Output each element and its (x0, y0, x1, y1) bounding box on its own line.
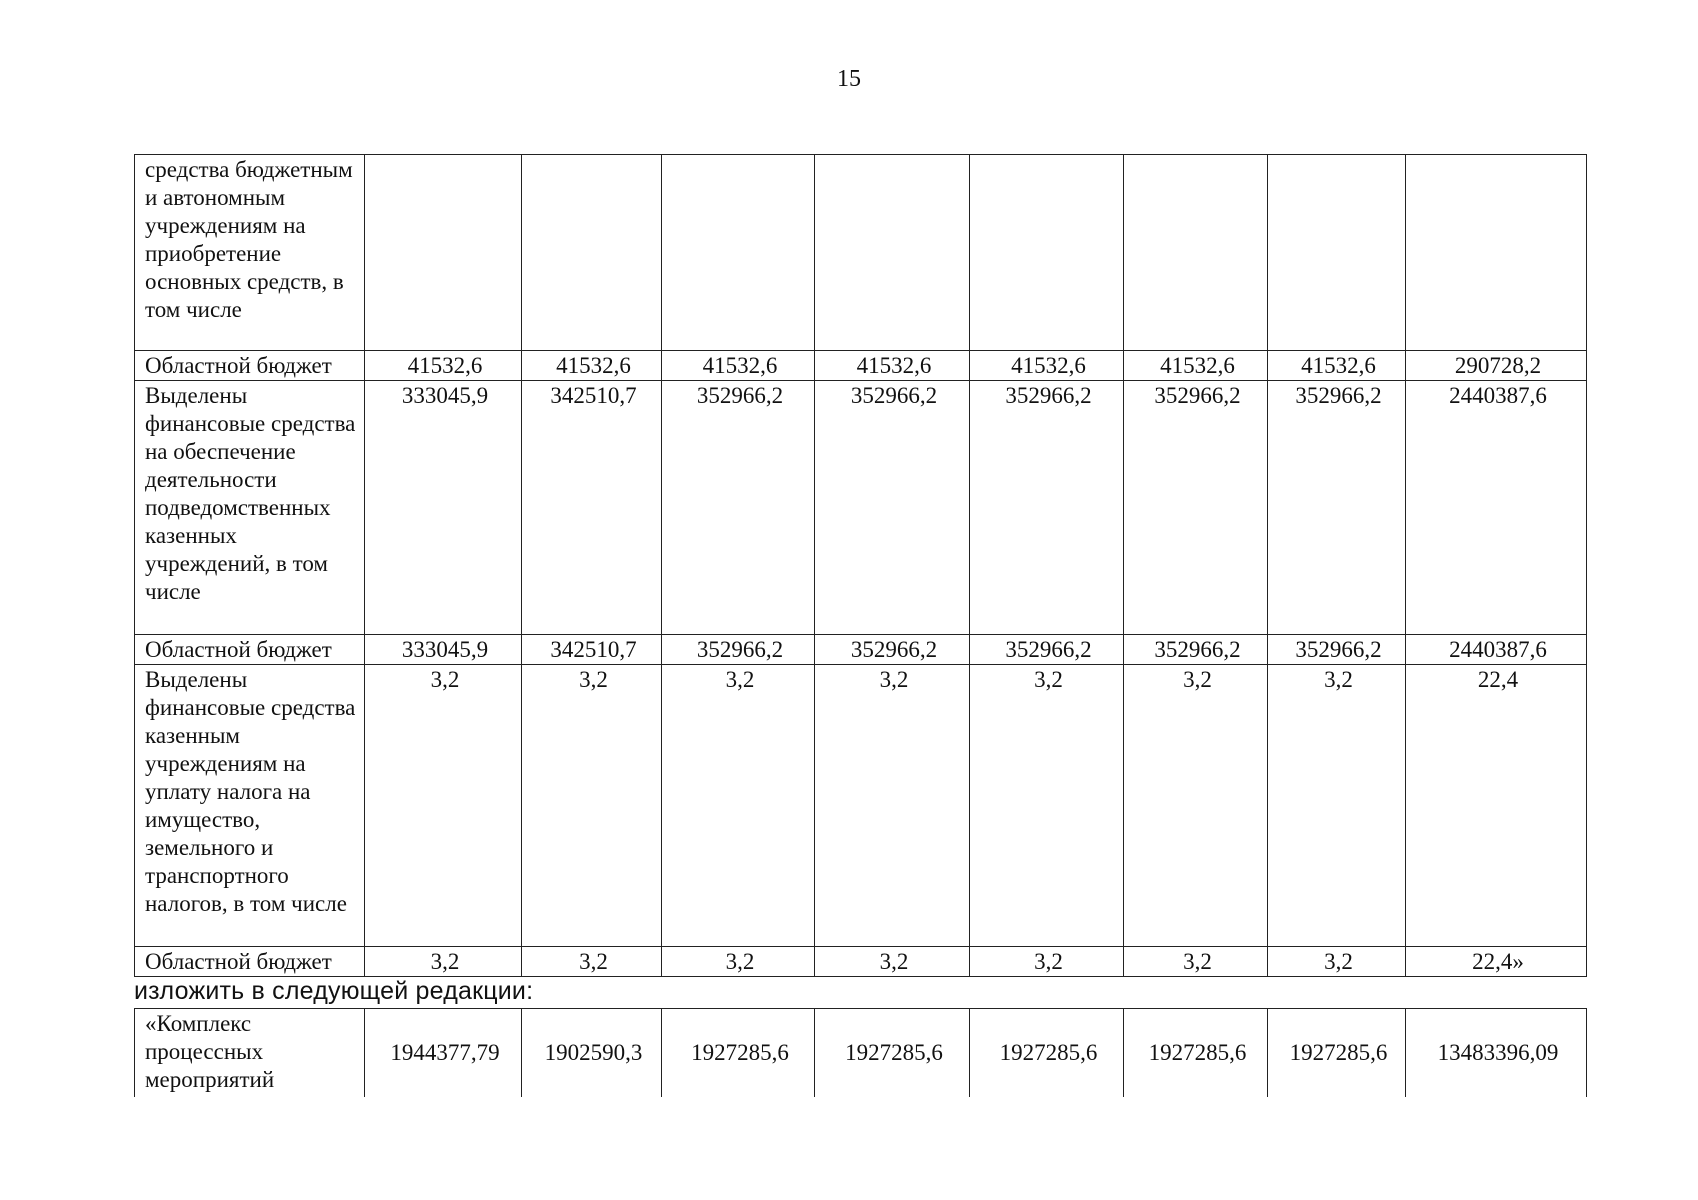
value-cell (365, 155, 522, 351)
total-cell: 22,4 (1406, 665, 1587, 947)
value-cell: 41532,6 (662, 351, 815, 381)
total-cell (1406, 155, 1587, 351)
table-row (135, 351, 1587, 381)
value-cell: 3,2 (365, 947, 522, 977)
value-cell: 41532,6 (970, 351, 1124, 381)
row-label: Выделены финансовые средства на обеспечение деятельности подведомственных казенных учреждений, в том числе (135, 381, 365, 635)
row-label: Областной бюджет (135, 947, 365, 977)
value-cell (1268, 155, 1406, 351)
value-cell: 3,2 (815, 665, 970, 947)
total-cell: 13483396,09 (1406, 1009, 1587, 1097)
value-cell: 41532,6 (365, 351, 522, 381)
value-cell: 342510,7 (522, 381, 662, 635)
value-cell: 3,2 (1268, 665, 1406, 947)
value-cell (815, 155, 970, 351)
value-cell: 3,2 (522, 665, 662, 947)
page-number: 15 (837, 66, 861, 92)
value-cell: 1927285,6 (662, 1009, 815, 1097)
value-cell: 1927285,6 (1268, 1009, 1406, 1097)
row-label: Выделены финансовые средства казенным учреждениям на уплату налога на имущество, земельного и транспортного налогов, в том числе (135, 665, 365, 947)
value-cell: 352966,2 (662, 635, 815, 665)
value-cell: 352966,2 (1124, 381, 1268, 635)
row-label: средства бюджетным и автономным учреждениям на приобретение основных средств, в том числе (135, 155, 365, 351)
table-row (135, 635, 1587, 665)
value-cell: 1944377,79 (365, 1009, 522, 1097)
value-cell (1124, 155, 1268, 351)
table-row (135, 381, 1587, 635)
value-cell: 41532,6 (1268, 351, 1406, 381)
total-cell: 2440387,6 (1406, 381, 1587, 635)
value-cell: 1902590,3 (522, 1009, 662, 1097)
value-cell (662, 155, 815, 351)
row-label: Областной бюджет (135, 635, 365, 665)
value-cell: 3,2 (522, 947, 662, 977)
value-cell: 333045,9 (365, 635, 522, 665)
value-cell: 352966,2 (815, 381, 970, 635)
value-cell: 41532,6 (522, 351, 662, 381)
value-cell: 3,2 (1124, 665, 1268, 947)
value-cell: 352966,2 (1268, 635, 1406, 665)
value-cell: 1927285,6 (970, 1009, 1124, 1097)
row-label: «Комплекс процессных мероприятий (135, 1009, 365, 1097)
value-cell (970, 155, 1124, 351)
value-cell: 352966,2 (1268, 381, 1406, 635)
value-cell: 3,2 (1124, 947, 1268, 977)
table-row (135, 665, 1587, 947)
value-cell: 41532,6 (815, 351, 970, 381)
value-cell: 1927285,6 (1124, 1009, 1268, 1097)
total-cell: 290728,2 (1406, 351, 1587, 381)
value-cell: 352966,2 (1124, 635, 1268, 665)
value-cell: 352966,2 (970, 635, 1124, 665)
value-cell: 352966,2 (662, 381, 815, 635)
total-cell: 2440387,6 (1406, 635, 1587, 665)
value-cell: 3,2 (1268, 947, 1406, 977)
table-row (135, 1009, 1587, 1097)
value-cell: 333045,9 (365, 381, 522, 635)
budget-table-old (134, 154, 1587, 977)
amendment-instruction: изложить в следующей редакции: (134, 977, 534, 1005)
value-cell: 3,2 (365, 665, 522, 947)
value-cell: 352966,2 (815, 635, 970, 665)
value-cell (522, 155, 662, 351)
value-cell: 342510,7 (522, 635, 662, 665)
value-cell: 352966,2 (970, 381, 1124, 635)
total-cell: 22,4» (1406, 947, 1587, 977)
value-cell: 3,2 (662, 947, 815, 977)
value-cell: 3,2 (970, 665, 1124, 947)
table-row (135, 155, 1587, 351)
budget-table-new (134, 1008, 1587, 1097)
value-cell: 41532,6 (1124, 351, 1268, 381)
value-cell: 3,2 (662, 665, 815, 947)
value-cell: 3,2 (970, 947, 1124, 977)
row-label: Областной бюджет (135, 351, 365, 381)
table-row (135, 947, 1587, 977)
value-cell: 3,2 (815, 947, 970, 977)
value-cell: 1927285,6 (815, 1009, 970, 1097)
